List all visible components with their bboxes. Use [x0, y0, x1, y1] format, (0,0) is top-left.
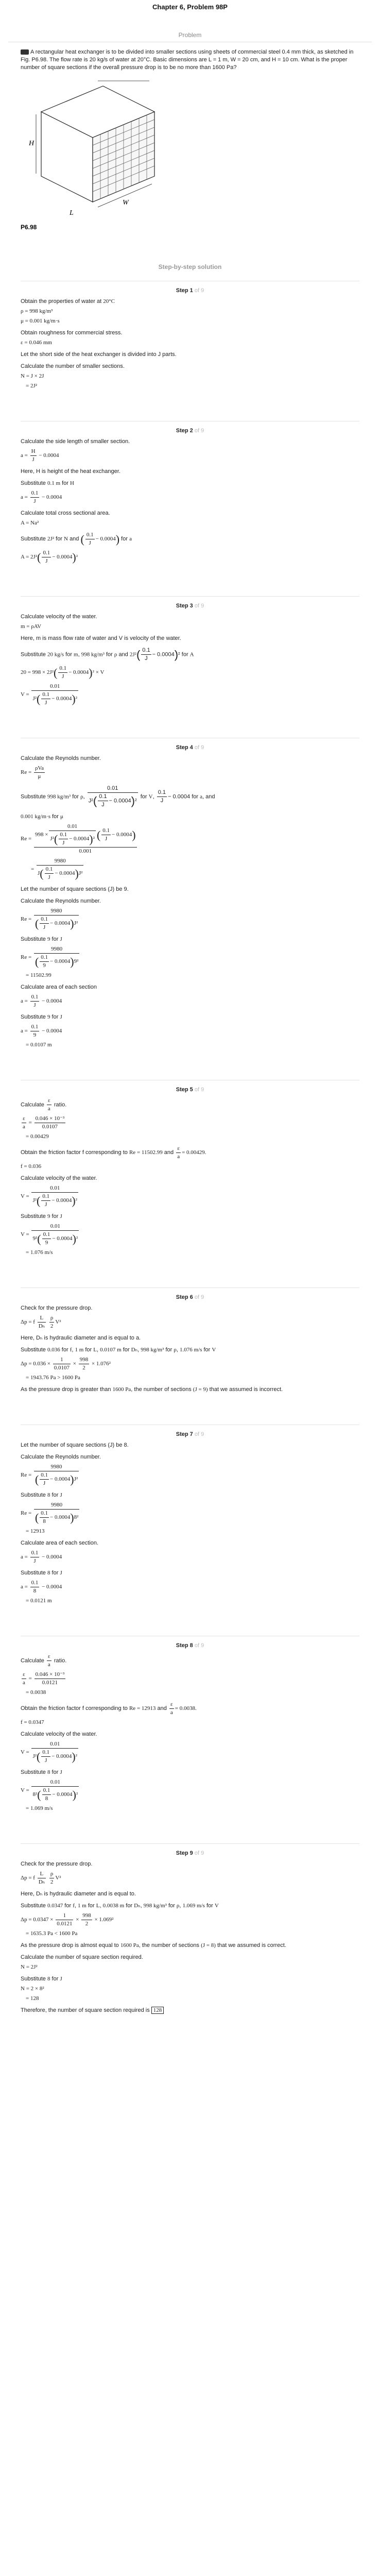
final-answer: Therefore, the number of square section required is 128 — [21, 2007, 359, 2014]
step-label: Step 4 of 9 — [176, 744, 204, 751]
problem-statement — [21, 48, 359, 72]
step-4: Step 4 of 9 Calculate the Reynolds number. Re = $\frac{\text{ρVa}}{\mu}$ Substitute 998 kg/m³ for ρ, 0.01 J²( $\frac{0.1}{J}$ − 0.0004)² for V, $\frac{0.1}{J}$ − 0.0004 for a, and 0.001 kg/m·s for μ Re = 998 × 0.01 J²( $\frac{0.1}{J}$ − 0.0004)² ( $\frac{0.1}{J}$ − 0.0004) 0.001 = 9980 J( $\frac{0.1}{J}$ − 0.0004)J² Let the number of square sections (J) be 9. Calculate the Reynolds number. Re = 9980 ( $\frac{0.1}{J}$ − 0.0004)J² Substitute 9 for J Re = 9980 ( $\frac{0.1}{9}$ − 0.0004)9² = 11502.99 Calculate area of each section a = $\frac{0.1}{J}$ − 0.0004 Substitute 9 for J a = $\frac{0.1}{9}$ − 0.0004 = 0.0107 m — [21, 738, 359, 1049]
step-8: Step 8 of 9 Calculate $\frac{\varepsilon}{a}$ ratio. $\frac{\varepsilon}{a}$ = $\frac{\text{0.046 × 10⁻³}}{0.0121}$ = 0.0038 Obtain the friction factor f corresponding to Re = 12913 and $\frac{\varepsilon}{a}$ = 0.0038. f = 0.0347 Calculate velocity of the water. V = 0.01 J²( $\frac{0.1}{J}$ − 0.0004)² Substitute 8 for J V = 0.01 8²( $\frac{0.1}{8}$ − 0.0004)² = 1.069 m/s — [21, 1636, 359, 1812]
solution-title: Step-by-step solution — [158, 263, 222, 270]
step-9: Step 9 of 9 Check for the pressure drop. Δp = f $\frac{L}{\text{Dₕ}}$ $\frac{\rho}{2}$ V² Here, Dₕ is hydraulic diameter and is equal to. Substitute 0.0347 for f, 1 m for L, 0.0038 m for Dₕ, 998 kg/m³ for ρ, 1.069 m/s for V Δp = 0.0347 × $\frac{1}{0.0121}$ × $\frac{998}{2}$ × 1.069² = 1635.3 Pa < 1600 Pa As the pressure drop is almost equal to 1600 Pa, the number of sections (J = 8) that we assumed is correct. Calculate the number of square section required. N = 2J² Substitute 8 for J N = 2 × 8² = 128 Therefore, the number of square section required is 128 — [21, 1843, 359, 2014]
step-label: Step 9 of 9 — [176, 1850, 204, 1856]
header — [0, 0, 380, 39]
step-5: Step 5 of 9 Calculate $\frac{\varepsilon}{a}$ ratio. $\frac{\varepsilon}{a}$ = $\frac{\text{0.046 × 10⁻³}}{0.0107}$ = 0.00429 Obtain the friction factor f corresponding to Re = 11502.99 and $\frac{\varepsilon}{a}$ = 0.00429. f = 0.036 Calculate velocity of the water. V = 0.01 J²( $\frac{0.1}{J}$ − 0.0004)² Substitute 9 for J V = 0.01 9²( $\frac{0.1}{9}$ − 0.0004)² = 1.076 m/s — [21, 1080, 359, 1257]
step-3: Step 3 of 9 Calculate velocity of the water. m = ρAV Here, m is mass flow rate of water and V is velocity of the water. Substitute 20 kg/s for m, 998 kg/m³ for ρ and 2J²( $\frac{0.1}{J}$ − 0.0004)² for A 20 = 998 × 2J²( $\frac{0.1}{J}$ − 0.0004)² × V V = 0.01 J²( $\frac{0.1}{J}$ − 0.0004)² — [21, 596, 359, 707]
chapter-title: Chapter 6, Problem 98P — [152, 3, 228, 11]
answer-box: 128 — [151, 2007, 164, 2014]
dimension-h-label: H — [29, 140, 34, 147]
step-label: Step 8 of 9 — [176, 1642, 204, 1649]
step-1: Step 1 of 9 Obtain the properties of water at 20°C ρ = 998 kg/m³ μ = 0.001 kg/m·s Obtain roughness for commercial stress. ε = 0.046 mm Let the short side of the heat exchanger is divided into J parts. Calculate the number of smaller sections. N = J × 2J = 2J² — [21, 281, 359, 390]
step-label: Step 2 of 9 — [176, 428, 204, 434]
figure-p6-98 — [21, 76, 206, 230]
dimension-l-label: L — [70, 209, 74, 217]
problem-heading: Problem — [178, 31, 202, 39]
step-2: Step 2 of 9 Calculate the side length of smaller section. a = $\frac{H}{J}$ − 0.0004 Here, H is height of the heat exchanger. Substitute 0.1 m for H a = $\frac{0.1}{J}$ − 0.0004 Calculate total cross sectional area. A = Na² Substitute 2J² for N and ( $\frac{0.1}{J}$ − 0.0004) for a A = 2J²( $\frac{0.1}{J}$ − 0.0004)² — [21, 421, 359, 565]
step-label: Step 5 of 9 — [176, 1087, 204, 1093]
book-logo-icon — [21, 49, 29, 55]
step-label: Step 3 of 9 — [176, 603, 204, 609]
figure-caption: P6.98 — [21, 224, 37, 230]
step-6: Step 6 of 9 Check for the pressure drop. Δp = f $\frac{L}{\text{Dₕ}}$ $\frac{\rho}{2}$ V² Here, Dₕ is hydraulic diameter and is equal to a. Substitute 0.036 for f, 1 m for L, 0.0107 m for Dₕ, 998 kg/m³ for ρ, 1.076 m/s for V Δp = 0.036 × $\frac{1}{0.0107}$ × $\frac{998}{2}$ × 1.076² = 1943.76 Pa > 1600 Pa As the pressure drop is greater than 1600 Pa, the number of sections (J = 9) that we assumed is incorrect. — [21, 1287, 359, 1394]
step-label: Step 1 of 9 — [176, 287, 204, 294]
dimension-w-label: W — [123, 199, 129, 207]
step-label: Step 6 of 9 — [176, 1294, 204, 1300]
problem-text: A rectangular heat exchanger is to be divided into smaller sections using sheets of commercial steel 0.4 mm thick, as sketched in Fig. P6.98. The flow rate is 20 kg/s of water at 20°C. Basic dimensions are L = 1 m, W = 20 cm, and H = 10 cm. What is the proper number of square sections if the overall pressure drop is to be no more than 1600 Pa? — [21, 49, 354, 71]
step-7: Step 7 of 9 Let the number of square sections (J) be 8. Calculate the Reynolds number. Re = 9980 ( $\frac{0.1}{J}$ − 0.0004)J² Substitute 8 for J Re = 9980 ( $\frac{0.1}{8}$ − 0.0004)8² = 12913 Calculate area of each section. a = $\frac{0.1}{J}$ − 0.0004 Substitute 8 for J a = $\frac{0.1}{8}$ − 0.0004 = 0.0121 m — [21, 1425, 359, 1605]
heat-exchanger-figure — [21, 76, 206, 230]
step-label: Step 7 of 9 — [176, 1431, 204, 1437]
